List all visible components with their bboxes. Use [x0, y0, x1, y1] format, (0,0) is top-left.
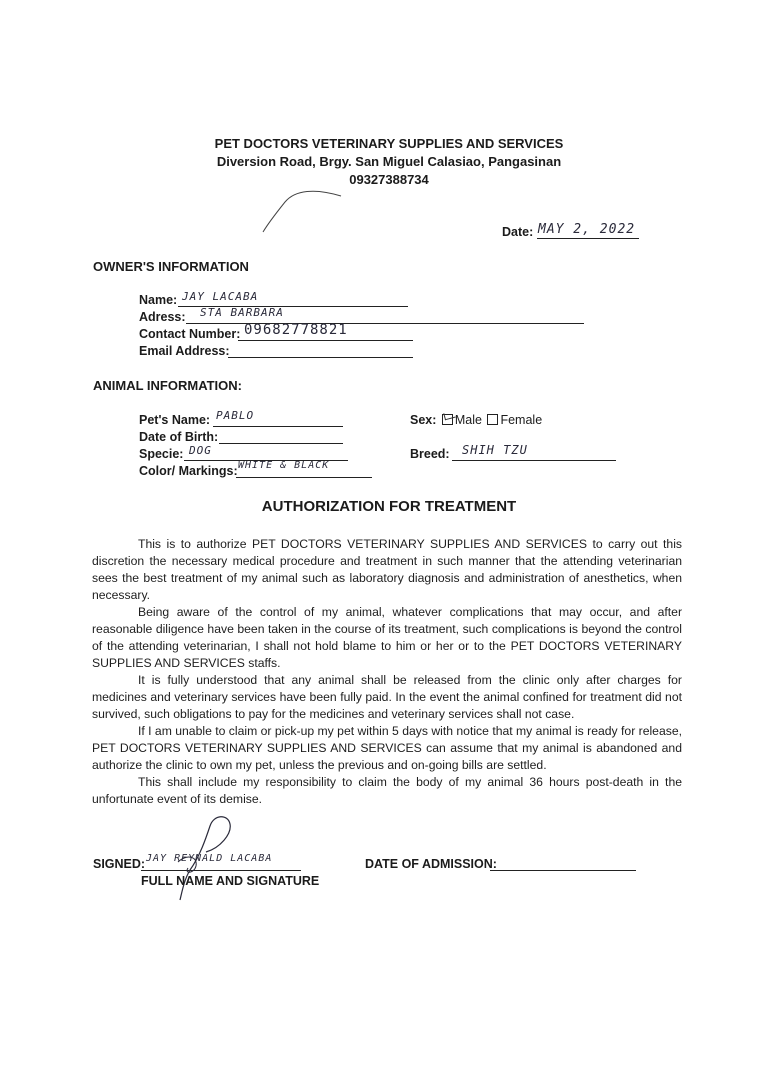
- business-phone: 09327388734: [349, 172, 429, 187]
- sex-label: Sex:: [410, 413, 437, 427]
- date-value: MAY 2, 2022: [538, 222, 636, 237]
- owner-contact-value: 09682778821: [244, 322, 348, 338]
- signed-label: SIGNED:: [93, 857, 146, 871]
- animal-section-title: ANIMAL INFORMATION:: [93, 378, 242, 393]
- male-checkbox[interactable]: [442, 414, 453, 425]
- dob-label: Date of Birth:: [139, 430, 219, 444]
- business-name: PET DOCTORS VETERINARY SUPPLIES AND SERVICES: [214, 136, 564, 151]
- breed-value: SHIH TZU: [462, 443, 528, 457]
- owner-address-label: Adress:: [139, 310, 186, 324]
- date-label: Date:: [502, 225, 534, 239]
- pen-stroke-mark: [255, 188, 350, 238]
- signature-caption: FULL NAME AND SIGNATURE: [141, 874, 320, 888]
- owner-email-label: Email Address:: [139, 344, 230, 358]
- admission-date-label: DATE OF ADMISSION:: [365, 857, 497, 871]
- pet-name-label: Pet's Name:: [139, 413, 211, 427]
- paragraph-abandonment: If I am unable to claim or pick-up my pet within 5 days with notice that my animal is ready for release, PET DOCTORS VETERINARY SUPPLIES AND SERVICES can assume that my animal is abandoned and authorize the clinic to own my pet, unless the previous and on-going bills are settled.: [92, 724, 682, 772]
- signature-scribble: [160, 812, 250, 904]
- authorization-body: [92, 536, 682, 808]
- paragraph-authorize: This is to authorize PET DOCTORS VETERINARY SUPPLIES AND SERVICES to carry out this discretion the necessary medical procedure and treatment in such manner that the attending veterinarian sees the best treatment of my animal such as laboratory diagnosis and administration of anesthetics, when necessary.: [92, 537, 682, 602]
- authorization-title: AUTHORIZATION FOR TREATMENT: [261, 498, 517, 515]
- paragraph-payment: It is fully understood that any animal shall be released from the clinic only after charges for medicines and veterinary services have been fully paid. In the event the animal confined for treatment did not survived, such obligations to pay for the medicines and veterinary services shall not case.: [92, 673, 682, 721]
- paragraph-complications: Being aware of the control of my animal, whatever complications that may occur, and after reasonable diligence have been taken in the course of its treatment, such complications is beyond the control of the attending veterinarian, I shall not hold blame to him or her or to the PET DOCTORS VETERINARY SUPPLIES AND SERVICES staffs.: [92, 605, 682, 670]
- owner-name-label: Name:: [139, 293, 178, 307]
- owner-email-line: [228, 343, 413, 358]
- female-option-label: Female: [500, 413, 543, 427]
- business-address: Diversion Road, Brgy. San Miguel Calasiao, Pangasinan: [216, 154, 562, 169]
- male-option-label: Male: [454, 413, 482, 427]
- specie-value: DOG: [189, 444, 212, 457]
- color-value: WHITE & BLACK: [238, 460, 330, 471]
- sex-field: [410, 413, 542, 427]
- signature-printed-name: JAY REYNALD LACABA: [146, 853, 273, 864]
- admission-date-line: [490, 856, 636, 871]
- owner-section-title: OWNER'S INFORMATION: [93, 259, 249, 274]
- pet-name-value: PABLO: [216, 409, 255, 422]
- owner-address-value: STA BARBARA: [200, 306, 284, 319]
- dob-line: [219, 429, 343, 444]
- owner-name-value: JAY LACABA: [182, 290, 259, 303]
- owner-contact-label: Contact Number:: [139, 327, 241, 341]
- specie-label: Specie:: [139, 447, 184, 461]
- female-checkbox[interactable]: [487, 414, 498, 425]
- breed-label: Breed:: [410, 447, 450, 461]
- paragraph-post-death: This shall include my responsibility to claim the body of my animal 36 hours post-death in the unfortunate event of its demise.: [92, 775, 682, 806]
- color-label: Color/ Markings:: [139, 464, 238, 478]
